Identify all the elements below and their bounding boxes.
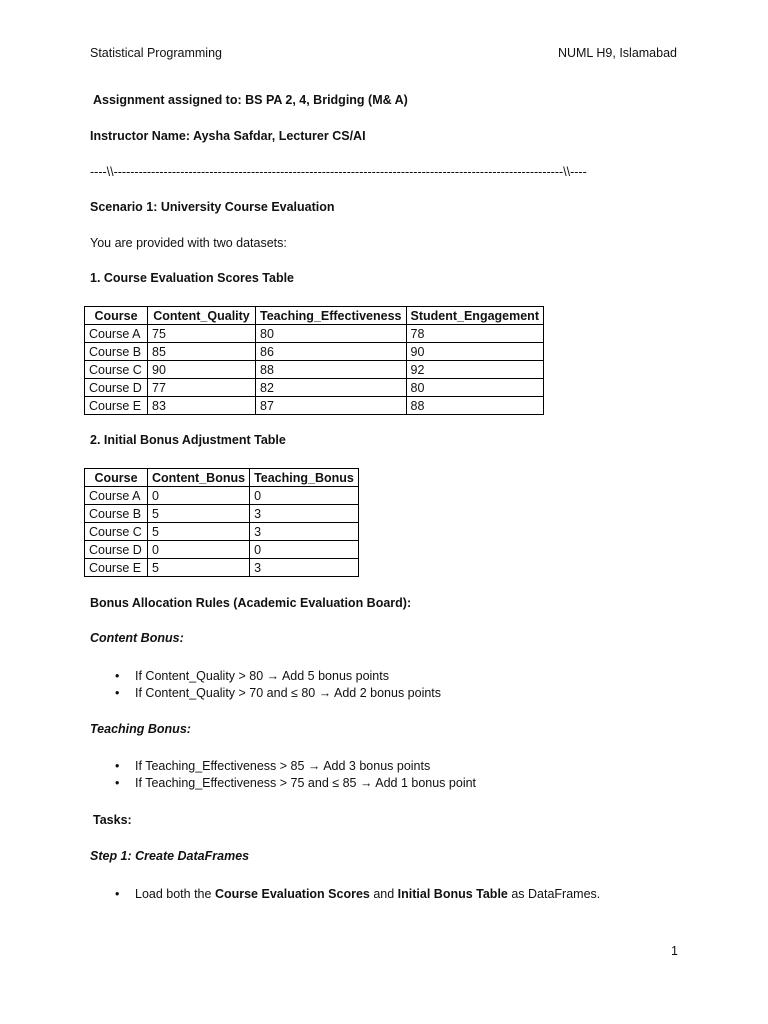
step1-list xyxy=(115,886,600,903)
table-row xyxy=(85,505,359,523)
list-item-text: If Content_Quality > 80 → Add 5 bonus points xyxy=(135,669,389,683)
assignment-line: Assignment assigned to: BS PA 2, 4, Bridging (M& A) xyxy=(93,93,408,107)
column-header: Teaching_Effectiveness xyxy=(256,307,407,325)
table-cell: 5 xyxy=(148,505,250,523)
table-cell: 5 xyxy=(148,523,250,541)
table-row xyxy=(85,343,544,361)
header-institution: NUML H9, Islamabad xyxy=(557,46,677,60)
table-cell: 88 xyxy=(406,397,544,415)
list-item xyxy=(115,668,441,685)
table-row xyxy=(85,523,359,541)
page-number: 1 xyxy=(671,944,678,958)
column-header: Content_Quality xyxy=(148,307,256,325)
table1-title: 1. Course Evaluation Scores Table xyxy=(90,271,295,285)
table-cell: 88 xyxy=(256,361,407,379)
step1-mid: and xyxy=(369,887,398,901)
header-course-name: Statistical Programming xyxy=(90,46,222,60)
rules-title: Bonus Allocation Rules (Academic Evaluation Board): xyxy=(90,596,412,610)
table-header-row xyxy=(85,469,359,487)
table-cell: 80 xyxy=(256,325,407,343)
list-item xyxy=(115,758,476,775)
content-bonus-list xyxy=(115,668,441,702)
table-row xyxy=(85,397,544,415)
table-row xyxy=(85,361,544,379)
list-item-text xyxy=(135,887,600,901)
table-cell: Course C xyxy=(85,523,148,541)
intro-text: You are provided with two datasets: xyxy=(90,236,287,250)
table-cell: Course D xyxy=(85,541,148,559)
table2-title: 2. Initial Bonus Adjustment Table xyxy=(90,433,286,447)
table-cell: 75 xyxy=(148,325,256,343)
table-row xyxy=(85,541,359,559)
table-cell: 90 xyxy=(148,361,256,379)
table-cell: 0 xyxy=(250,487,359,505)
course-evaluation-table xyxy=(84,306,544,415)
table-row xyxy=(85,487,359,505)
scenario-title: Scenario 1: University Course Evaluation xyxy=(90,200,335,214)
column-header: Course xyxy=(85,469,148,487)
table-row xyxy=(85,325,544,343)
step1-prefix: Load both the xyxy=(135,887,215,901)
list-item xyxy=(115,886,600,903)
instructor-line: Instructor Name: Aysha Safdar, Lecturer CS/AI xyxy=(90,129,366,143)
bullet-icon: • xyxy=(115,776,120,790)
table-cell: 87 xyxy=(256,397,407,415)
table-cell: 86 xyxy=(256,343,407,361)
table-cell: 5 xyxy=(148,559,250,577)
table-cell: 85 xyxy=(148,343,256,361)
list-item-text: If Teaching_Effectiveness > 75 and ≤ 85 → Add 1 bonus point xyxy=(135,776,477,790)
bonus-adjustment-table xyxy=(84,468,359,577)
table-cell: Course A xyxy=(85,325,148,343)
table-cell: 3 xyxy=(250,505,359,523)
table-cell: Course A xyxy=(85,487,148,505)
table-row xyxy=(85,559,359,577)
table-cell: 82 xyxy=(256,379,407,397)
bullet-icon: • xyxy=(115,759,120,773)
table-cell: 83 xyxy=(148,397,256,415)
table-cell: 90 xyxy=(406,343,544,361)
step1-dataset2: Initial Bonus Table xyxy=(397,887,508,901)
table-cell: Course C xyxy=(85,361,148,379)
column-header: Content_Bonus xyxy=(148,469,250,487)
list-item xyxy=(115,685,441,702)
table-cell: 92 xyxy=(406,361,544,379)
step1-heading: Step 1: Create DataFrames xyxy=(90,849,250,863)
table-cell: 77 xyxy=(148,379,256,397)
column-header: Student_Engagement xyxy=(406,307,544,325)
list-item-text: If Teaching_Effectiveness > 85 → Add 3 bonus points xyxy=(135,759,431,773)
table-cell: 80 xyxy=(406,379,544,397)
table-cell: Course D xyxy=(85,379,148,397)
teaching-bonus-heading: Teaching Bonus: xyxy=(90,722,191,736)
column-header: Course xyxy=(85,307,148,325)
list-item-text: If Content_Quality > 70 and ≤ 80 → Add 2 bonus points xyxy=(135,686,442,700)
table-cell: 3 xyxy=(250,559,359,577)
content-bonus-heading: Content Bonus: xyxy=(90,631,184,645)
table-cell: 0 xyxy=(148,487,250,505)
section-divider: ----\\------------------------------------------------------------------------------------------------------------\\---- xyxy=(90,165,587,179)
table-cell: Course E xyxy=(85,397,148,415)
table-cell: 0 xyxy=(250,541,359,559)
teaching-bonus-list xyxy=(115,758,476,792)
table-row xyxy=(85,379,544,397)
table-cell: 0 xyxy=(148,541,250,559)
table-cell: Course E xyxy=(85,559,148,577)
table-cell: 78 xyxy=(406,325,544,343)
bullet-icon: • xyxy=(115,686,120,700)
step1-dataset1: Course Evaluation Scores xyxy=(214,887,370,901)
table-cell: Course B xyxy=(85,505,148,523)
list-item xyxy=(115,775,476,792)
table-cell: Course B xyxy=(85,343,148,361)
tasks-heading: Tasks: xyxy=(93,813,132,827)
bullet-icon: • xyxy=(115,887,120,901)
column-header: Teaching_Bonus xyxy=(250,469,359,487)
table-header-row xyxy=(85,307,544,325)
table-cell: 3 xyxy=(250,523,359,541)
step1-suffix: as DataFrames. xyxy=(507,887,601,901)
bullet-icon: • xyxy=(115,669,120,683)
